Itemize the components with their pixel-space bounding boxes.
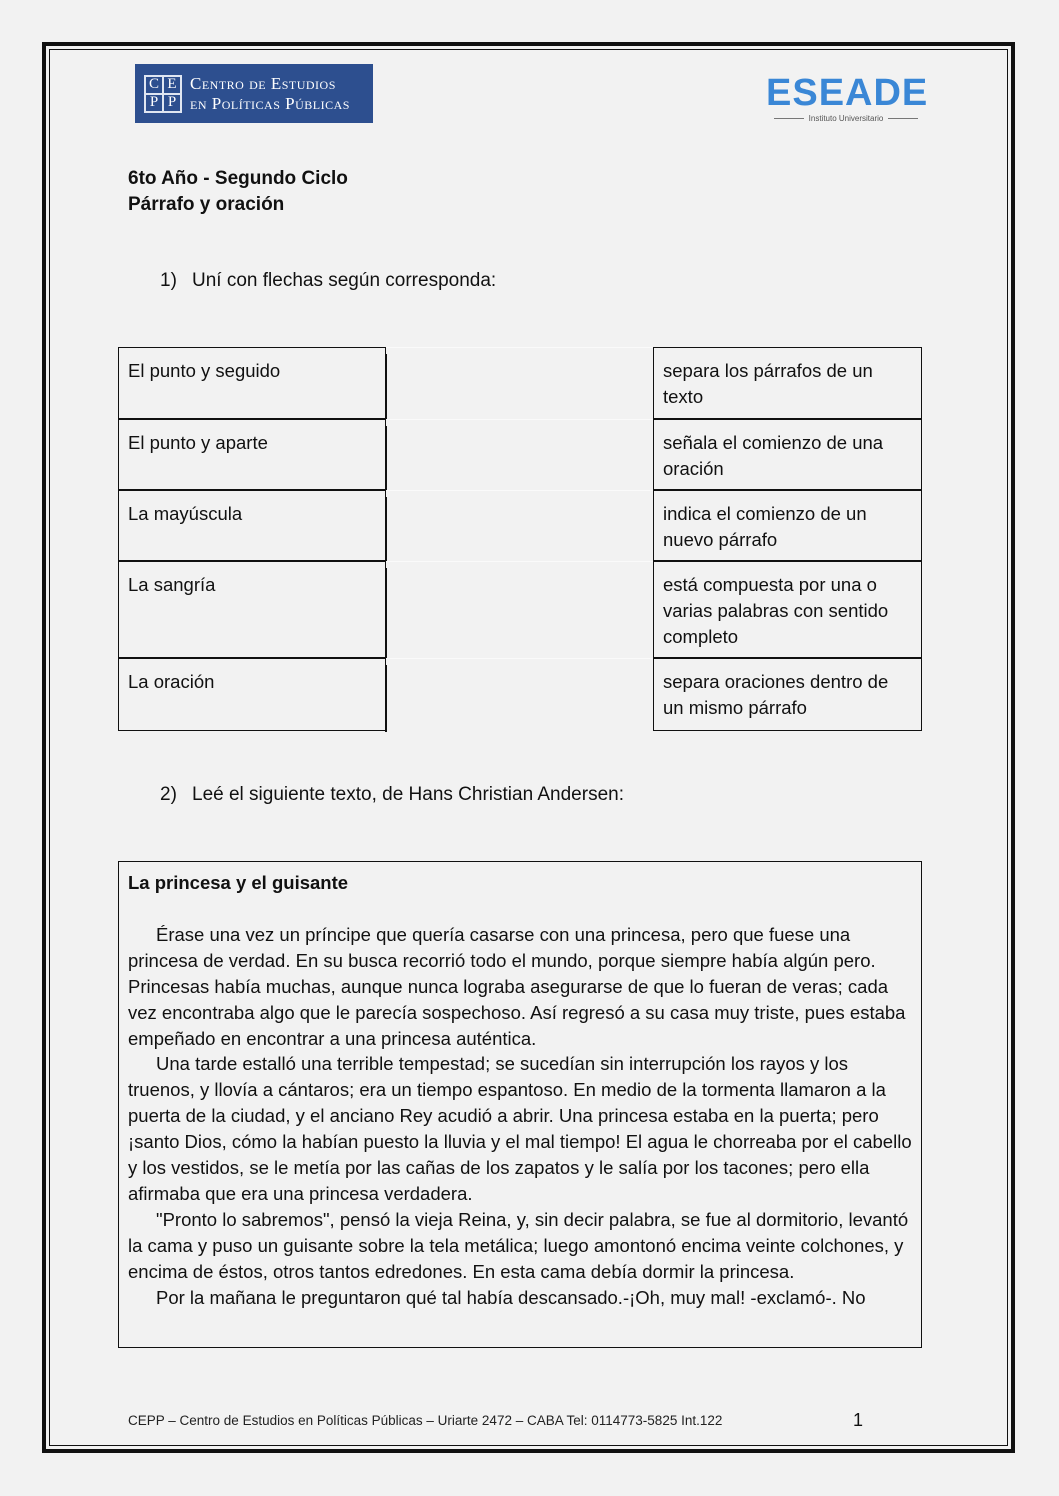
left-term: El punto y aparte	[118, 419, 386, 490]
right-definition: separa oraciones dentro de un mismo párrafo	[653, 658, 922, 731]
reading-paragraph: "Pronto lo sabremos", pensó la vieja Reina, y, sin decir palabra, se fue al dormitorio, levantó la cama y puso un guisante sobre la tela metálica; luego amontonó encima veinte colchones, y encima de éstos, otros tantos edredones. En esta cama debía dormir la princesa.	[128, 1208, 909, 1282]
matching-row	[118, 419, 922, 490]
cepp-logo-letter: P	[145, 94, 163, 112]
cepp-logo-letter: C	[145, 76, 163, 94]
heading-grade: 6to Año - Segundo Ciclo	[128, 168, 348, 189]
eseade-logo-subtitle-row	[766, 114, 926, 123]
matching-row	[118, 347, 922, 419]
left-term: El punto y seguido	[118, 347, 386, 419]
cepp-logo-letter: E	[163, 76, 181, 94]
page-heading	[128, 166, 348, 218]
reading-paragraph: Érase una vez un príncipe que quería casarse con una princesa, pero que fuese una princesa de verdad. En su busca recorrió todo el mundo, porque siempre había algún pero. Princesas había muchas, aunque nunca lograba asegurarse de que lo fueran de veras; cada vez encontraba algo que le parecía sospechoso. Así regresó a su casa muy triste, pues estaba empeñado en encontrar a una princesa auténtica.	[128, 923, 906, 1049]
matching-table	[118, 347, 922, 731]
left-term: La sangría	[118, 561, 386, 658]
exercise-number: 1)	[160, 270, 177, 291]
arrow-space[interactable]	[386, 561, 653, 658]
right-definition: separa los párrafos de un texto	[653, 347, 922, 419]
arrow-space[interactable]	[386, 658, 653, 731]
exercise-number: 2)	[160, 784, 177, 805]
page-number: 1	[853, 1410, 864, 1430]
cepp-logo-grid	[144, 75, 182, 113]
cepp-logo-line2: en Políticas Públicas	[190, 93, 350, 113]
matching-row	[118, 561, 922, 658]
right-definition: señala el comienzo de una oración	[653, 419, 922, 490]
matching-row	[118, 490, 922, 561]
eseade-logo-subtitle: Instituto Universitario	[808, 114, 884, 123]
arrow-space[interactable]	[386, 419, 653, 490]
footer-text: CEPP – Centro de Estudios en Políticas Públicas – Uriarte 2472 – CABA Tel: 0114773-5825 Int.122	[128, 1413, 723, 1428]
heading-topic: Párrafo y oración	[128, 194, 285, 215]
arrow-space[interactable]	[386, 490, 653, 561]
cepp-logo-text	[190, 74, 350, 114]
reading-box	[118, 861, 922, 1348]
right-definition: está compuesta por una o varias palabras con sentido completo	[653, 561, 922, 658]
eseade-logo-name: ESEADE	[766, 72, 929, 114]
left-term: La mayúscula	[118, 490, 386, 561]
cepp-logo-letter: P	[163, 94, 181, 112]
reading-paragraph: Por la mañana le preguntaron qué tal había descansado.-¡Oh, muy mal! -exclamó-. No	[156, 1286, 866, 1308]
exercise-1-instruction	[160, 269, 496, 293]
exercise-2-instruction	[160, 783, 624, 807]
divider	[774, 118, 804, 119]
matching-row	[118, 658, 922, 731]
exercise-text: Leé el siguiente texto, de Hans Christian Andersen:	[192, 784, 624, 805]
left-term: La oración	[118, 658, 386, 731]
reading-paragraph: Una tarde estalló una terrible tempestad; se sucedían sin interrupción los rayos y los truenos, y llovía a cántaros; era un tiempo espantoso. En medio de la tormenta llamaron a la puerta de la ciudad, y el anciano Rey acudió a abrir. Una princesa estaba en la puerta; pero ¡santo Dios, cómo la habían puesto la lluvia y el mal tiempo! El agua le chorreaba por el cabello y los vestidos, se le metía por las cañas de los zapatos y le salía por los tacones; pero ella afirmaba que era una princesa verdadera.	[128, 1053, 912, 1204]
arrow-space[interactable]	[386, 347, 653, 419]
eseade-logo	[766, 72, 929, 123]
cepp-logo-line1: Centro de Estudios	[190, 73, 336, 93]
right-definition: indica el comienzo de un nuevo párrafo	[653, 490, 922, 561]
exercise-text: Uní con flechas según corresponda:	[192, 270, 497, 291]
cepp-logo	[135, 64, 373, 123]
divider	[888, 118, 918, 119]
reading-title: La princesa y el guisante	[128, 872, 349, 893]
